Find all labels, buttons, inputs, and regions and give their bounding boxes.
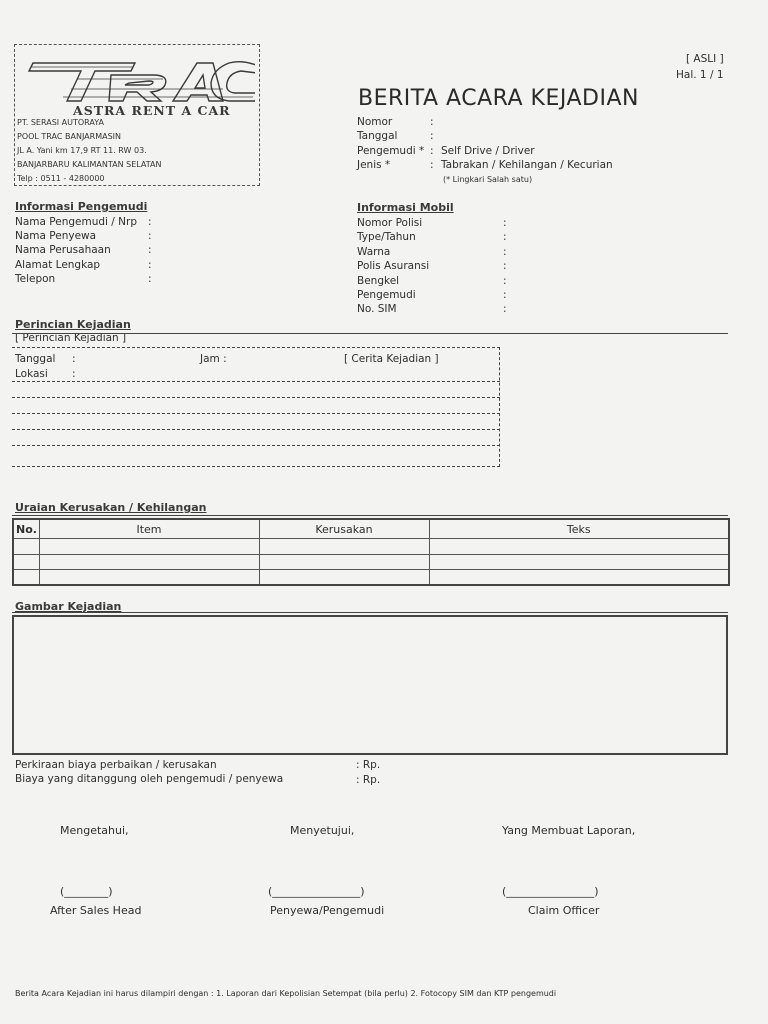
car-field-insurance: Polis Asuransi bbox=[357, 260, 430, 272]
company-phone: Telp : 0511 - 4280000 bbox=[17, 174, 105, 183]
car-field-plate: Nomor Polisi bbox=[357, 217, 423, 229]
jenis-options: Tabrakan / Kehilangan / Kecurian bbox=[441, 159, 613, 171]
incident-line bbox=[12, 397, 500, 398]
table-row bbox=[13, 554, 729, 569]
jenis-colon: : bbox=[430, 159, 434, 171]
nomor-label: Nomor bbox=[357, 116, 393, 128]
driver-info-title: Informasi Pengemudi bbox=[15, 200, 148, 213]
car-field-type: Type/Tahun bbox=[357, 231, 416, 243]
circle-note: (* Lingkari Salah satu) bbox=[443, 175, 533, 184]
driver-field-company: Nama Perusahaan bbox=[15, 244, 111, 256]
sign-known-blank: (________) bbox=[60, 885, 113, 898]
pengemudi-options: Self Drive / Driver bbox=[441, 145, 535, 157]
driver-colon: : bbox=[148, 230, 152, 242]
driver-colon: : bbox=[148, 244, 152, 256]
sign-reported-label: Yang Membuat Laporan, bbox=[502, 824, 636, 837]
footer-note: Berita Acara Kejadian ini harus dilampiri dengan : 1. Laporan dari Kepolisian Setempat (bila perlu) 2. Fotocopy SIM dan KTP pengemudi bbox=[15, 989, 557, 998]
incident-date-colon: : bbox=[72, 353, 76, 365]
nomor-colon: : bbox=[430, 116, 434, 128]
company-city: BANJARBARU KALIMANTAN SELATAN bbox=[17, 160, 162, 169]
logo-tagline: ASTRA RENT A CAR bbox=[73, 103, 231, 118]
document-title: BERITA ACARA KEJADIAN bbox=[358, 86, 639, 111]
incident-box-right bbox=[499, 347, 500, 467]
driver-field-renter: Nama Penyewa bbox=[15, 230, 97, 242]
company-pool: POOL TRAC BANJARMASIN bbox=[17, 132, 121, 141]
driver-colon: : bbox=[148, 273, 152, 285]
incident-top-rule bbox=[12, 333, 728, 334]
car-info-title: Informasi Mobil bbox=[357, 201, 454, 214]
incident-line bbox=[12, 413, 500, 414]
repair-cost-value: : Rp. bbox=[356, 759, 381, 771]
tanggal-label: Tanggal bbox=[357, 130, 398, 142]
car-colon: : bbox=[503, 217, 507, 229]
picture-title: Gambar Kejadian bbox=[15, 600, 122, 613]
incident-picture-box bbox=[12, 615, 728, 755]
car-colon: : bbox=[503, 246, 507, 258]
pengemudi-label: Pengemudi * bbox=[357, 145, 425, 157]
damage-header-row bbox=[13, 519, 729, 539]
sign-known-label: Mengetahui, bbox=[60, 824, 129, 837]
car-colon: : bbox=[503, 275, 507, 287]
trac-logo bbox=[23, 55, 255, 105]
table-row bbox=[13, 539, 729, 554]
incident-story-label: [ Cerita Kejadian ] bbox=[344, 353, 439, 365]
incident-title: Perincian Kejadian bbox=[15, 318, 131, 331]
car-field-workshop: Bengkel bbox=[357, 275, 400, 287]
car-colon: : bbox=[503, 303, 507, 315]
company-address: JL A. Yani km 17,9 RT 11. RW 03. bbox=[17, 146, 147, 155]
pengemudi-colon: : bbox=[430, 145, 434, 157]
driver-colon: : bbox=[148, 216, 152, 228]
damage-top-rule bbox=[12, 515, 728, 516]
incident-location-label: Lokasi bbox=[15, 368, 48, 380]
car-colon: : bbox=[503, 289, 507, 301]
borne-cost-value: : Rp. bbox=[356, 774, 381, 786]
page-label: Hal. 1 / 1 bbox=[676, 69, 724, 81]
col-text: Teks bbox=[429, 519, 729, 539]
table-row bbox=[13, 570, 729, 585]
car-field-driver: Pengemudi bbox=[357, 289, 416, 301]
sign-known-role: After Sales Head bbox=[50, 904, 142, 917]
sign-approved-label: Menyetujui, bbox=[290, 824, 355, 837]
copy-label: [ ASLI ] bbox=[686, 53, 724, 65]
incident-date-label: Tanggal bbox=[15, 353, 56, 365]
col-no: No. bbox=[13, 519, 39, 539]
picture-top-rule bbox=[12, 612, 728, 613]
sign-reported-role: Claim Officer bbox=[528, 904, 600, 917]
driver-field-address: Alamat Lengkap bbox=[15, 259, 101, 271]
driver-field-phone: Telepon bbox=[15, 273, 56, 285]
repair-cost-label: Perkiraan biaya perbaikan / kerusakan bbox=[15, 759, 217, 771]
jenis-label: Jenis * bbox=[357, 159, 391, 171]
incident-box-bottom bbox=[12, 466, 500, 467]
company-logo-box bbox=[14, 44, 260, 186]
car-colon: : bbox=[503, 231, 507, 243]
driver-colon: : bbox=[148, 259, 152, 271]
tanggal-colon: : bbox=[430, 130, 434, 142]
driver-field-name: Nama Pengemudi / Nrp bbox=[15, 216, 138, 228]
car-colon: : bbox=[503, 260, 507, 272]
incident-location-colon: : bbox=[72, 368, 76, 380]
incident-line bbox=[12, 445, 500, 446]
incident-line bbox=[12, 381, 500, 382]
col-item: Item bbox=[39, 519, 259, 539]
incident-box-top bbox=[12, 347, 500, 348]
incident-line bbox=[12, 429, 500, 430]
incident-time-label: Jam : bbox=[200, 353, 227, 365]
sign-approved-role: Penyewa/Pengemudi bbox=[270, 904, 385, 917]
sign-reported-blank: (________________) bbox=[502, 885, 599, 898]
damage-table bbox=[12, 518, 730, 586]
incident-box-label: [ Perincian Kejadian ] bbox=[15, 332, 127, 344]
col-damage: Kerusakan bbox=[259, 519, 429, 539]
sign-approved-blank: (________________) bbox=[268, 885, 365, 898]
car-field-sim: No. SIM bbox=[357, 303, 397, 315]
damage-title: Uraian Kerusakan / Kehilangan bbox=[15, 501, 207, 514]
company-name: PT. SERASI AUTORAYA bbox=[17, 118, 105, 127]
borne-cost-label: Biaya yang ditanggung oleh pengemudi / penyewa bbox=[15, 773, 284, 785]
car-field-color: Warna bbox=[357, 246, 391, 258]
